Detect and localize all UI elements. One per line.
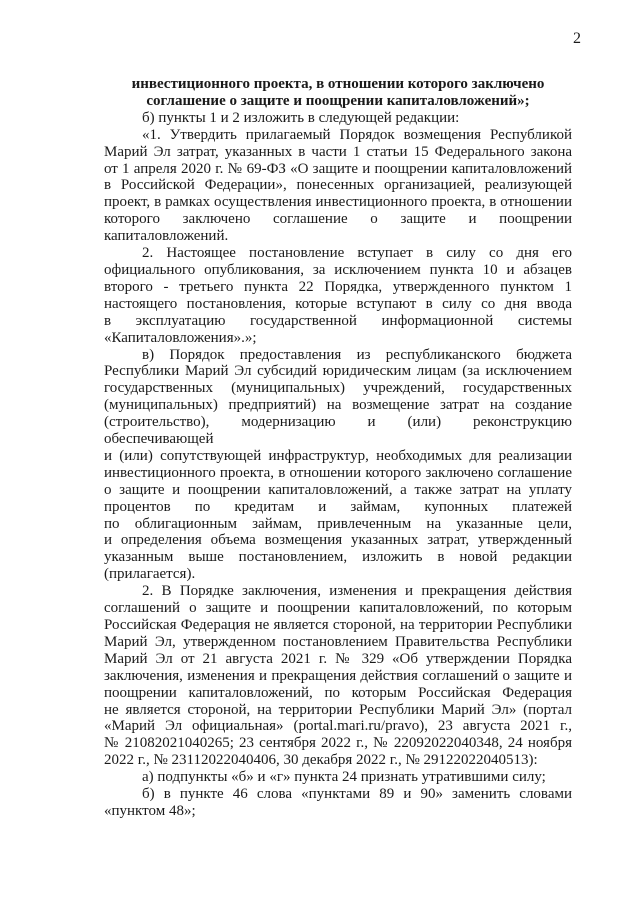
paragraph [104,786,572,820]
text-line: (строительство), модернизацию и (или) реконструкцию обеспечивающей [104,414,572,448]
paragraph [104,245,572,346]
text-line: государственных (муниципальных) учреждений, государственных [104,380,572,397]
text-line: б) пункты 1 и 2 изложить в следующей редакции: [142,109,460,126]
paragraph [104,583,572,769]
text-line: а) подпункты «б» и «г» пункта 24 признать утратившими силу; [142,769,546,786]
paragraph [104,347,572,584]
text-line: соглашений о защите и поощрении капиталовложений, по которым [104,600,572,617]
paragraph [104,769,572,786]
text-line: капиталовложений. [104,228,229,245]
text-line: (прилагается). [104,566,196,583]
text-line: Республики Марий Эл субсидий юридическим лицам (за исключением [104,363,572,380]
text-line: № 21082021040265; 23 сентября 2022 г., № 22092022040348, 24 ноября [104,735,572,752]
text-line: не является стороной, на территории Республики Марий Эл» (портал [104,701,572,718]
text-line: второго - третьего пункта 22 Порядка, утвержденного пунктом 1 [104,278,572,295]
text-line: проект, в рамках осуществления инвестиционного проекта, в отношении [104,194,572,211]
text-line: в эксплуатацию государственной информационной системы [104,312,572,329]
text-line: Российская Федерация не является стороной, на территории Республики [104,617,572,633]
text-line: процентов по кредитам и займам, купонных платежей [104,498,572,515]
text-line: 2. В Порядке заключения, изменения и прекращения действия [142,583,572,600]
text-line: и (или) сопутствующей инфраструктур, необходимых для реализации [104,447,572,464]
text-line: указанным выше постановлением, изложить в новой редакции [104,549,572,566]
text-line: Марий Эл, утвержденном постановлением Правительства Республики [104,633,572,650]
text-line: которого заключено соглашение о защите и поощрении [104,211,572,228]
paragraph [104,127,572,245]
text-line: Марий Эл затрат, указанных в части 1 статьи 15 Федерального закона [104,143,572,160]
text-line: настоящего постановления, которые вступают в силу со дня ввода [104,295,572,312]
section-heading [104,76,572,110]
text-line: «1. Утвердить прилагаемый Порядок возмещения Республикой [142,126,572,143]
text-line: «Марий Эл официальная» (portal.mari.ru/pravo), 23 августа 2021 г., [104,718,572,735]
text-line: (муниципальных) предприятий) на возмещение затрат на создание [104,397,572,414]
document-body [104,76,572,820]
text-line: по облигационным займам, привлеченным на указанные цели, [104,515,572,532]
text-line: в) Порядок предоставления из республиканского бюджета [142,346,572,363]
text-line: и определения объема возмещения указанных затрат, утвержденный [104,532,572,549]
text-line: инвестиционного проекта, в отношении которого заключено соглашение [104,464,572,481]
text-line: 2022 г., № 23112022040406, 30 декабря 2022 г., № 29122022040513): [104,752,538,769]
text-line: официального опубликования, за исключением пункта 10 и абзацев [104,261,572,278]
paragraph [104,110,572,127]
text-line: заключения, изменения и прекращения действия соглашений о защите и [104,667,572,684]
page-number: 2 [573,30,581,47]
heading-line: соглашение о защите и поощрении капиталовложений»; [146,92,530,109]
text-line: «пунктом 48»; [104,802,196,819]
text-line: в Российской Федерации», понесенных организацией, реализующей [104,177,572,194]
text-line: о защите и поощрении капиталовложений, а также затрат на уплату [104,481,572,498]
text-line: б) в пункте 46 слова «пунктами 89 и 90» заменить словами [142,786,572,803]
text-line: поощрении капиталовложений, по которым Российская Федерация [104,684,572,701]
heading-line: инвестиционного проекта, в отношении которого заключено [131,76,545,92]
text-line: «Капиталовложения».»; [104,329,257,346]
text-line: Марий Эл от 21 августа 2021 г. № 329 «Об утверждении Порядка [104,650,572,667]
text-line: 2. Настоящее постановление вступает в силу со дня его [142,245,572,262]
text-line: от 1 апреля 2020 г. № 69-ФЗ «О защите и поощрении капиталовложений [104,160,572,177]
